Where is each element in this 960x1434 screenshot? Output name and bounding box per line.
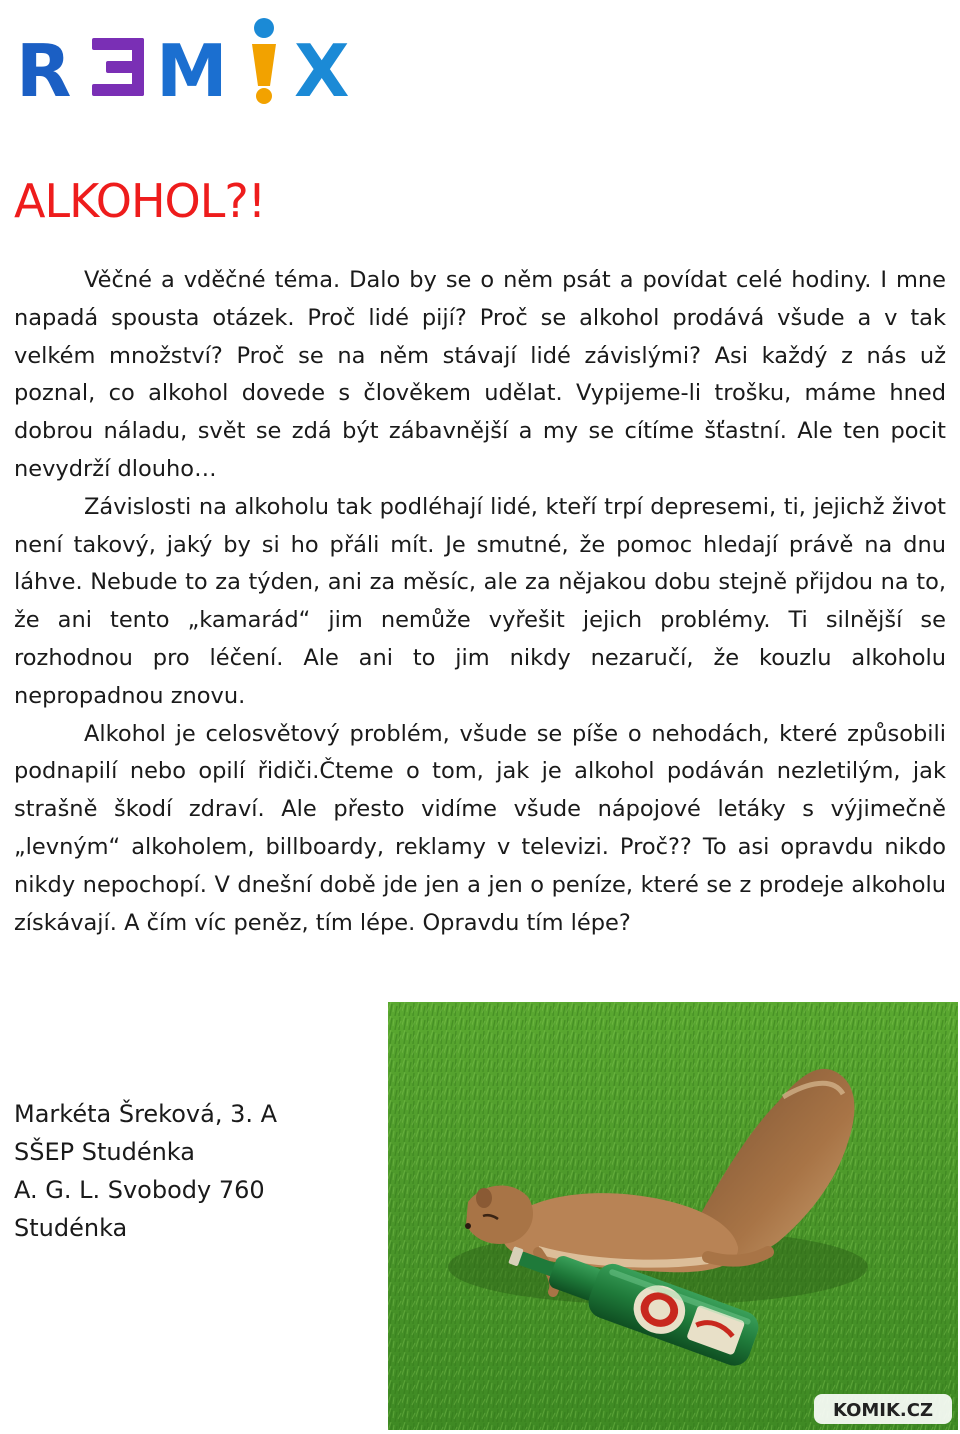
remix-logo [14, 14, 374, 109]
author-name: Markéta Šreková, 3. A [14, 1100, 278, 1128]
author-street: A. G. L. Svobody 760 [14, 1176, 265, 1204]
article-body [14, 262, 946, 942]
logo-letter-x: X [294, 29, 350, 109]
article-paragraph-2: Závislosti na alkoholu tak podléhají lidé, kteří trpí depresemi, ti, jejichž život není takový, jaký by si ho přáli mít. Je smutné, že pomoc hledají právě na dnu láhve. Nebude to za týden, ani za měsíc, ale za nějakou dobu stejně přijdou na to, že ani tento „kamarád“ jim nemůže vyřešit jejich problémy. Ti silnější se rozhodnou pro léčení. Ale ani to jim nikdy nezaručí, že kouzlu alkoholu nepropadnou znovu. [14, 493, 946, 709]
author-block [14, 1095, 277, 1247]
author-city: Studénka [14, 1214, 128, 1242]
squirrel-head [466, 1186, 533, 1244]
watermark-text: KOMIK.CZ [832, 1400, 934, 1421]
logo-letter-i [252, 18, 276, 104]
author-school: SŠEP Studénka [14, 1138, 195, 1166]
article-paragraph-1: Věčné a vděčné téma. Dalo by se o něm psát a povídat celé hodiny. I mne napadá spousta otázek. Proč lidé pijí? Proč se alkohol prodává všude a v tak velkém množství? Proč se na něm stávají lidé závislými? Asi každý z nás už poznal, co alkohol dovede s člověkem udělat. Vypijeme-li trošku, máme hned dobrou náladu, svět se zdá být zábavnější a my se cítíme šťastní. Ale ten pocit nevydrží dlouho… [14, 267, 946, 482]
logo-letter-r: R [16, 29, 72, 109]
logo-letter-reversed-e [92, 38, 144, 96]
logo-letter-m: M [156, 29, 228, 109]
komik-watermark [814, 1394, 952, 1424]
article-paragraph-3: Alkohol je celosvětový problém, všude se píše o nehodách, které způsobili podnapilí nebo opilí řidiči.Čteme o tom, jak je alkohol podáván nezletilým, jak strašně škodí zdraví. Ale přesto vidíme všude nápojové letáky s výjimečně „levným“ alkoholem, billboardy, reklamy v televizi. Proč?? To asi opravdu nikdo nikdy nepochopí. V dnešní době jde jen a jen o peníze, které se z prodeje alkoholu získávají. A čím víc peněz, tím lépe. Opravdu tím lépe? [14, 720, 946, 936]
squirrel-bottle-photo [388, 1002, 958, 1430]
article-title: ALKOHOL?! [14, 174, 266, 228]
